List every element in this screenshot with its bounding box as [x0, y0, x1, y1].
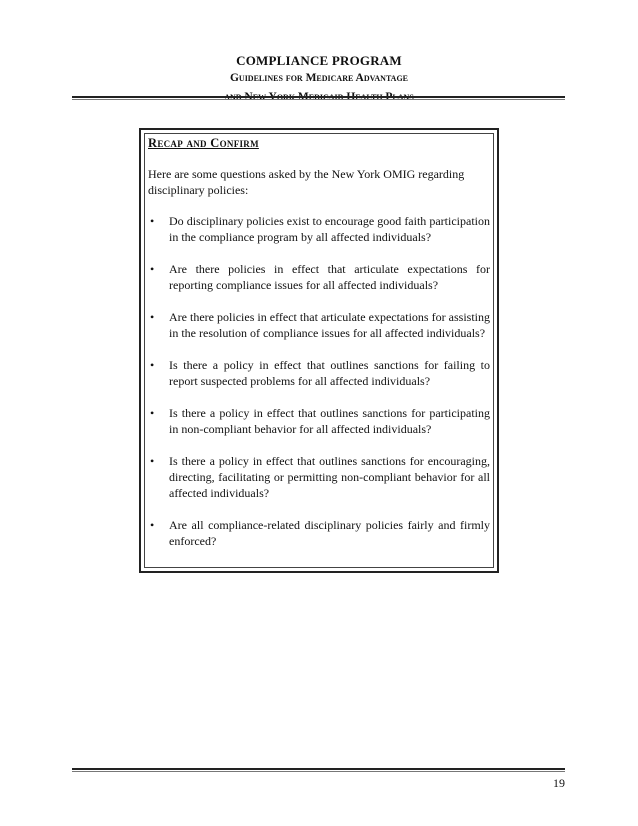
list-item — [148, 517, 490, 549]
question-list — [148, 213, 490, 549]
header-title: COMPLIANCE PROGRAM — [236, 53, 402, 68]
list-item-text: Are there policies in effect that articulate expectations for reporting compliance issues for all affected individuals? — [169, 262, 490, 292]
list-item — [148, 405, 490, 437]
list-item — [148, 453, 490, 501]
recap-box-title: Recap and Confirm — [148, 136, 259, 150]
header-rule — [72, 96, 565, 98]
bullet-icon: • — [150, 358, 155, 372]
footer-rule — [72, 768, 565, 770]
list-item-text: Is there a policy in effect that outlines sanctions for failing to report suspected problems for all affected individuals? — [169, 358, 490, 388]
bullet-icon: • — [150, 406, 155, 420]
list-item-text: Is there a policy in effect that outlines sanctions for encouraging, directing, facilitating or permitting non-compliant behavior for all affected individuals? — [169, 454, 490, 500]
recap-box-content — [148, 135, 490, 565]
bullet-icon: • — [150, 262, 155, 276]
list-item-text: Are all compliance-related disciplinary policies fairly and firmly enforced? — [169, 518, 490, 548]
recap-intro: Here are some questions asked by the New York OMIG regarding disciplinary policies: — [148, 167, 465, 197]
list-item-text: Are there policies in effect that articulate expectations for assisting in the resolution of compliance issues for all affected individuals? — [169, 310, 490, 340]
bullet-icon: • — [150, 454, 155, 468]
list-item-text: Do disciplinary policies exist to encourage good faith participation in the compliance program by all affected individuals? — [169, 214, 490, 244]
footer-rule-thin — [72, 771, 565, 772]
bullet-icon: • — [150, 310, 155, 324]
bullet-icon: • — [150, 518, 155, 532]
header-subtitle-line-1: Guidelines for Medicare Advantage — [229, 72, 409, 84]
list-item — [148, 357, 490, 389]
bullet-icon: • — [150, 214, 155, 228]
header-rule-thin — [72, 99, 565, 100]
list-item — [148, 309, 490, 341]
list-item — [148, 213, 490, 245]
list-item — [148, 261, 490, 293]
list-item-text: Is there a policy in effect that outlines sanctions for participating in non-compliant behavior for all affected individuals? — [169, 406, 490, 436]
page-number: 19 — [553, 776, 565, 790]
